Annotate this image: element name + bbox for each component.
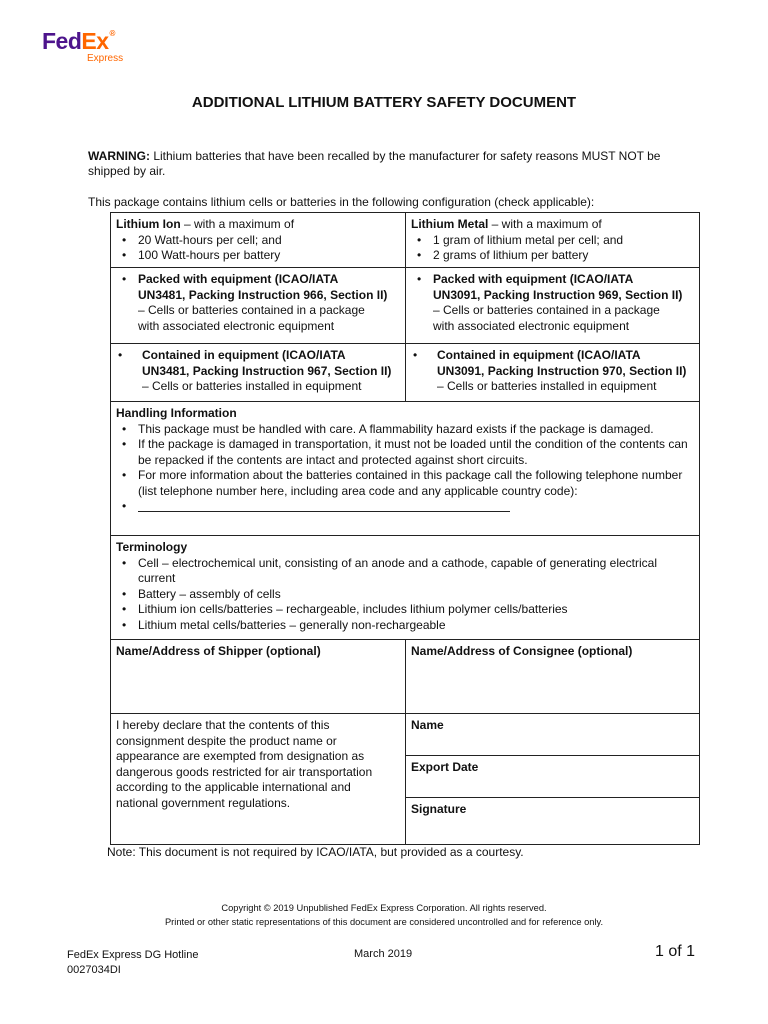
warning-text: Lithium batteries that have been recalled by the manufacturer for safety reasons MUST NOT be shipped by air. bbox=[88, 149, 661, 178]
list-item: • Lithium ion cells/batteries – rechargeable, includes lithium polymer cells/batteries bbox=[116, 602, 694, 618]
packed-metal-desc-2: with associated electronic equipment bbox=[433, 318, 630, 333]
lithium-ion-suffix: – with a maximum of bbox=[180, 217, 295, 231]
name-field[interactable] bbox=[405, 713, 699, 755]
packed-metal-desc: – Cells or batteries contained in a package bbox=[433, 303, 660, 317]
terminology-heading: Terminology bbox=[116, 540, 188, 554]
list-item: • 1 gram of lithium metal per cell; and bbox=[411, 233, 694, 249]
export-date-field[interactable] bbox=[405, 755, 699, 797]
contained-ion-desc: – Cells or batteries installed in equipment bbox=[142, 379, 362, 393]
logo-ex-text: Ex bbox=[81, 28, 109, 54]
logo-express-text: Express bbox=[87, 53, 124, 64]
lithium-metal-suffix: – with a maximum of bbox=[488, 217, 602, 231]
packed-ion-desc: – Cells or batteries contained in a package bbox=[138, 303, 365, 317]
packed-ion-title: • Packed with equipment (ICAO/IATA bbox=[138, 272, 339, 286]
declaration-text: I hereby declare that the contents of this consignment despite the product name or appearance are exempted from designation as dangerous goods restricted for air transportation according to the applicable international and national government regulations. bbox=[116, 718, 373, 810]
lithium-ion-label: Lithium Ion bbox=[116, 217, 181, 231]
battery-form bbox=[110, 212, 700, 845]
list-item: • If the package is damaged in transportation, it must not be loaded until the condition of the contents can be repacked if the contents are intact and protected against short circuits. bbox=[116, 437, 694, 468]
phone-number-line[interactable] bbox=[138, 499, 510, 512]
packed-metal-option[interactable] bbox=[405, 267, 699, 343]
list-item: • 2 grams of lithium per battery bbox=[411, 248, 694, 264]
name-label: Name bbox=[411, 718, 444, 732]
footer-hotline: FedEx Express DG Hotline bbox=[67, 949, 199, 961]
consignee-label: Name/Address of Consignee (optional) bbox=[411, 644, 633, 658]
contained-metal-section: UN3091, Packing Instruction 970, Section II) bbox=[437, 363, 687, 378]
contained-metal-option[interactable] bbox=[405, 343, 699, 401]
warning-paragraph bbox=[88, 149, 700, 179]
configuration-intro: This package contains lithium cells or batteries in the following configuration (check applicable): bbox=[88, 195, 595, 209]
phone-number-field[interactable] bbox=[116, 499, 694, 512]
signature-label: Signature bbox=[411, 802, 467, 816]
list-item: • Cell – electrochemical unit, consisting of an anode and a cathode, capable of generating electrical current bbox=[116, 556, 694, 587]
shipper-address-field[interactable] bbox=[111, 639, 405, 713]
lithium-metal-cell bbox=[405, 213, 699, 267]
fedex-express-logo bbox=[42, 28, 124, 64]
warning-label: WARNING: bbox=[88, 149, 150, 163]
handling-heading: Handling Information bbox=[116, 406, 237, 420]
list-item: • This package must be handled with care. A flammability hazard exists if the package is damaged. bbox=[116, 422, 694, 438]
list-item: • Battery – assembly of cells bbox=[116, 587, 694, 603]
list-item: • 20 Watt-hours per cell; and bbox=[116, 233, 400, 249]
lithium-ion-cell bbox=[111, 213, 405, 267]
contained-ion-section: UN3481, Packing Instruction 967, Section II) bbox=[142, 363, 392, 378]
packed-metal-title: • Packed with equipment (ICAO/IATA bbox=[433, 272, 634, 286]
terminology-section bbox=[111, 535, 699, 639]
contained-metal-title: • Contained in equipment (ICAO/IATA bbox=[437, 348, 641, 362]
packed-ion-desc-2: with associated electronic equipment bbox=[138, 318, 335, 333]
shipper-label: Name/Address of Shipper (optional) bbox=[116, 644, 321, 658]
packed-ion-section: UN3481, Packing Instruction 966, Section II) bbox=[138, 287, 388, 302]
list-item: • For more information about the batteries contained in this package call the following telephone number (list telephone number here, including area code and any applicable country code): bbox=[116, 468, 694, 499]
logo-fed-text: Fed bbox=[42, 28, 82, 54]
contained-ion-option[interactable] bbox=[111, 343, 405, 401]
courtesy-note: Note: This document is not required by ICAO/IATA, but provided as a courtesy. bbox=[107, 845, 524, 859]
handling-information-section bbox=[111, 401, 699, 535]
signature-field[interactable] bbox=[405, 797, 699, 844]
list-item: • Lithium metal cells/batteries – generally non-rechargeable bbox=[116, 618, 694, 634]
export-date-label: Export Date bbox=[411, 760, 479, 774]
lithium-metal-label: Lithium Metal bbox=[411, 217, 489, 231]
footer-date: March 2019 bbox=[354, 948, 413, 960]
document-title: ADDITIONAL LITHIUM BATTERY SAFETY DOCUMENT bbox=[191, 94, 577, 111]
declaration-statement bbox=[111, 713, 405, 844]
registered-mark: ® bbox=[109, 29, 115, 38]
disclaimer-text: Printed or other static representations of this document are considered uncontrolled and for reference only. bbox=[164, 917, 604, 927]
packed-ion-option[interactable] bbox=[111, 267, 405, 343]
packed-metal-section: UN3091, Packing Instruction 969, Section II) bbox=[433, 287, 683, 302]
contained-ion-title: • Contained in equipment (ICAO/IATA bbox=[142, 348, 346, 362]
contained-metal-desc: – Cells or batteries installed in equipment bbox=[437, 379, 657, 393]
list-item: • 100 Watt-hours per battery bbox=[116, 248, 400, 264]
footer-doc-number: 0027034DI bbox=[67, 964, 121, 976]
page-number: 1 of 1 bbox=[655, 943, 696, 960]
copyright-text: Copyright © 2019 Unpublished FedEx Express Corporation. All rights reserved. bbox=[221, 903, 547, 913]
consignee-address-field[interactable] bbox=[405, 639, 699, 713]
